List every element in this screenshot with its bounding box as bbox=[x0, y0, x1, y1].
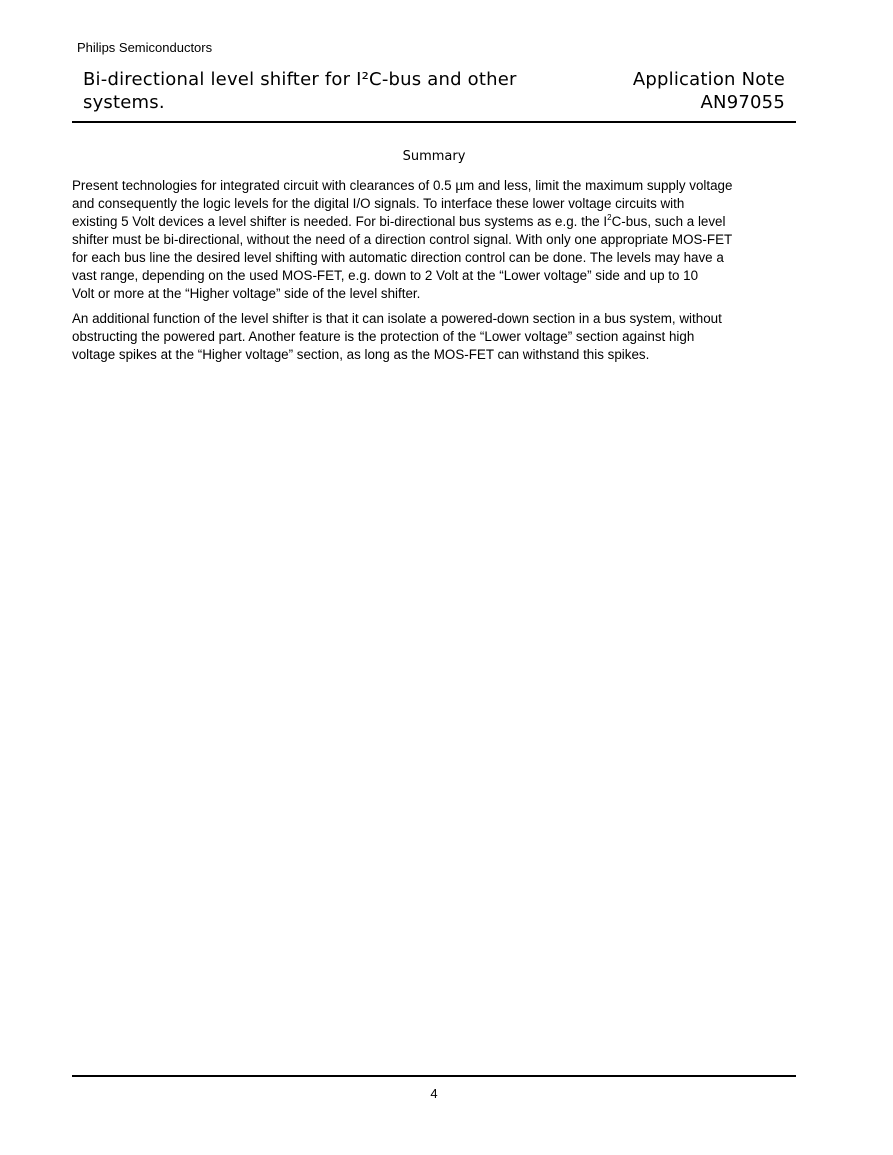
paragraph-line: shifter must be bi-directional, without the need of a direction control signal. With only one appropriate MOS-FET bbox=[72, 232, 733, 247]
document-title-line-1: Bi-directional level shifter for I²C-bus and other bbox=[83, 69, 517, 90]
footer-rule bbox=[72, 1075, 796, 1077]
paragraph-line: obstructing the powered part. Another feature is the protection of the “Lower voltage” section against high bbox=[72, 329, 695, 344]
document-title bbox=[83, 68, 563, 114]
paragraph-line: Present technologies for integrated circuit with clearances of 0.5 µm and less, limit the maximum supply voltage bbox=[72, 178, 733, 193]
paragraph-line bbox=[72, 213, 798, 231]
paragraph-line: and consequently the logic levels for the digital I/O signals. To interface these lower voltage circuits with bbox=[72, 196, 685, 211]
paragraph-line: An additional function of the level shifter is that it can isolate a powered-down section in a bus system, without bbox=[72, 311, 722, 326]
document-title-line-2: systems. bbox=[83, 92, 165, 113]
page-number: 4 bbox=[430, 1086, 438, 1101]
document-number: AN97055 bbox=[700, 92, 785, 113]
document-header bbox=[72, 67, 796, 123]
company-name: Philips Semiconductors bbox=[77, 40, 213, 55]
document-type bbox=[633, 68, 785, 114]
document-type-label: Application Note bbox=[632, 69, 785, 90]
summary-paragraph-1 bbox=[72, 177, 798, 303]
paragraph-line-part: existing 5 Volt devices a level shifter is needed. For bi-directional bus systems as e.g. the I bbox=[72, 214, 608, 229]
superscript-two: 2 bbox=[607, 213, 612, 222]
paragraph-line: vast range, depending on the used MOS-FET, e.g. down to 2 Volt at the “Lower voltage” side and up to 10 bbox=[72, 268, 699, 283]
paragraph-line-part: C-bus, such a level bbox=[611, 214, 726, 229]
paragraph-line: Volt or more at the “Higher voltage” side of the level shifter. bbox=[72, 286, 421, 301]
paragraph-line: for each bus line the desired level shifting with automatic direction control can be done. The levels may have a bbox=[72, 250, 724, 265]
summary-paragraph-2 bbox=[72, 310, 798, 364]
summary-heading: Summary bbox=[402, 149, 466, 164]
paragraph-line: voltage spikes at the “Higher voltage” section, as long as the MOS-FET can withstand this spikes. bbox=[72, 347, 650, 362]
